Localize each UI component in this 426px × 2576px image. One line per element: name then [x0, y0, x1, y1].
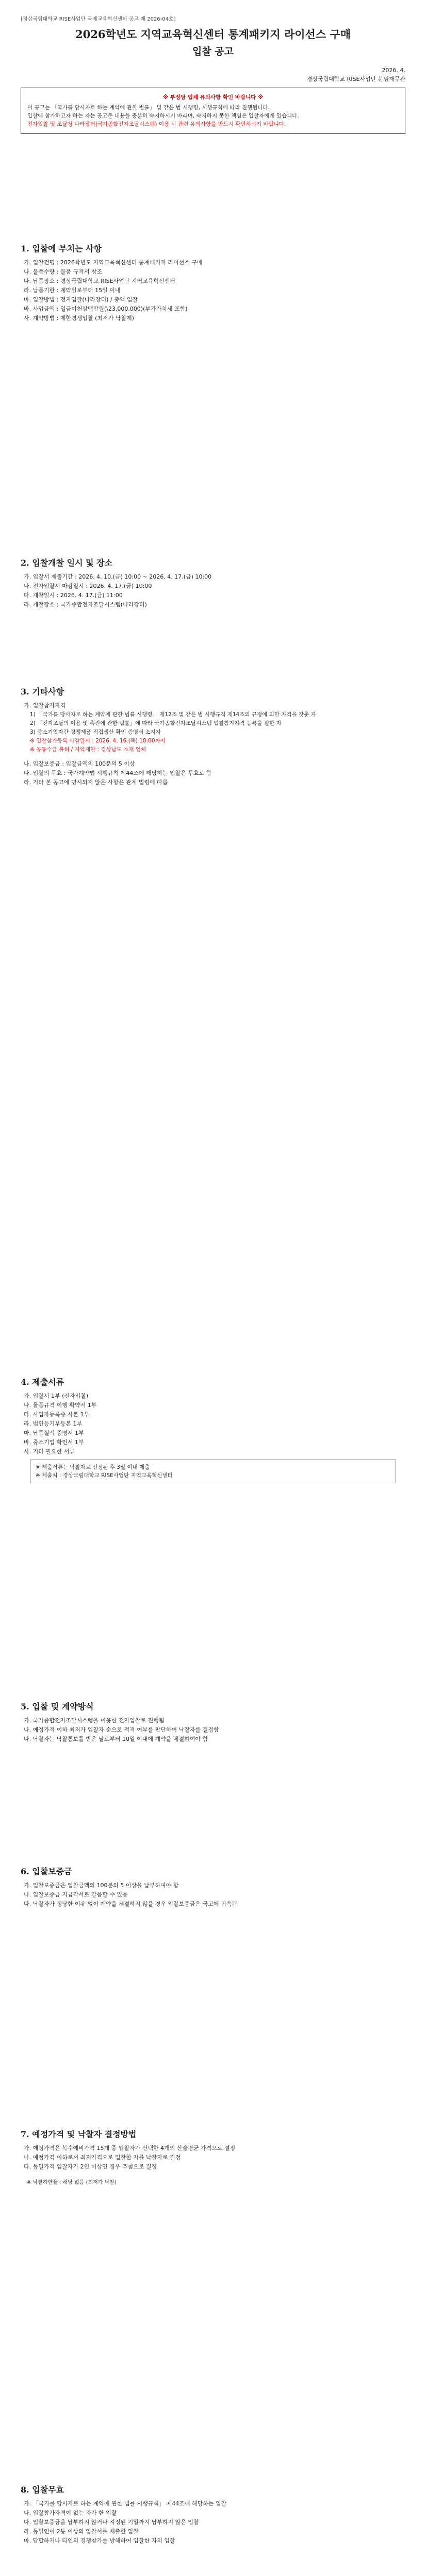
red-note: ※ 공동수급 불허 / 지역제한 : 경상남도 소재 업체	[30, 747, 146, 753]
list-item: 마. 납품실적 증명서 1부	[24, 1430, 84, 1436]
list-item: 라. 개찰장소 : 국가종합전자조달시스템(나라장터)	[24, 601, 147, 608]
box-line: ※ 제출처 : 경상국립대학교 RISE사업단 지역교육혁신센터	[36, 1472, 173, 1479]
list-item: 라. 납품기한 : 계약일로부터 15일 이내	[24, 287, 121, 294]
issuer-name: 경상국립대학교 RISE사업단 분임재무관	[306, 76, 405, 82]
list-item: 가. 예정가격은 복수예비가격 15개 중 입찰자가 선택한 4개의 산술평균 가격으로 결정	[24, 2145, 236, 2151]
section-title: 5. 입찰 및 계약방식	[21, 1702, 94, 1711]
list-item: 라. 법인등기부등본 1부	[24, 1420, 83, 1427]
section-title: 8. 입찰무효	[21, 2485, 64, 2495]
list-item: 나. 물품규격 이행 확약서 1부	[24, 1402, 97, 1409]
list-item: 다. 납품장소 : 경상국립대학교 RISE사업단 지역교육혁신센터	[24, 278, 175, 284]
section-title: 6. 입찰보증금	[21, 1867, 72, 1876]
box-line: ※ 제출서류는 낙찰자로 선정된 후 3일 이내 제출	[36, 1464, 150, 1470]
list-item: 가. 「국가를 당사자로 하는 계약에 관한 법률 시행규칙」 제44조에 해당하는 입찰	[24, 2500, 227, 2507]
section-invalid-bids	[21, 2483, 405, 2546]
list-item: 바. 사업금액 : 일금이천삼백만원(\23,000,000)(부가가치세 포함)	[24, 306, 188, 312]
list-item: 가. 입찰서 제출기간 : 2026. 4. 10.(금) 10:00 ~ 2026. 4. 17.(금) 10:00	[24, 573, 212, 580]
section-bid-schedule	[21, 556, 405, 609]
list-item: 다. 낙찰자가 정당한 이유 없이 계약을 체결하지 않을 경우 입찰보증금은 국고에 귀속됨	[24, 1901, 237, 1907]
price-note: ※ 낙찰하한율 : 해당 없음 (최저가 낙찰)	[27, 2180, 117, 2185]
document-subtitle: 입찰 공고	[192, 46, 234, 57]
section-title: 4. 제출서류	[21, 1377, 64, 1387]
list-item: 가. 입찰서 1부 (전자입찰)	[24, 1393, 89, 1399]
list-item: 가. 입찰건명 : 2026학년도 지역교육혁신센터 통계패키지 라이선스 구매	[24, 259, 203, 266]
list-item: 나. 예정가격 이하 최저가 입찰자 순으로 적격 여부를 판단하여 낙찰자를 결정함	[24, 1726, 219, 1733]
list-item: 다. 동일가격 입찰자가 2인 이상인 경우 추첨으로 결정	[24, 2163, 157, 2170]
list-item: 나. 입찰참가자격이 없는 자가 한 입찰	[24, 2510, 117, 2516]
list-item: 나. 예정가격 이하로서 최저가격으로 입찰한 자를 낙찰자로 결정	[24, 2154, 181, 2161]
list-item: 나. 입찰보증금 : 입찰금액의 100분의 5 이상	[24, 760, 135, 767]
notice-line: 전자입찰 및 조달청 나라장터(국가종합전자조달시스템) 이용 시 관련 유의사항을 반드시 확인하시기 바랍니다.	[27, 121, 286, 127]
notice-line: 이 공고는 「국가를 당사자로 하는 계약에 관한 법률」 및 같은 법 시행령, 시행규칙에 따라 진행됩니다.	[27, 105, 270, 111]
list-item: 가. 입찰참가자격	[24, 702, 66, 709]
red-note: ※ 입찰참가등록 마감일시 : 2026. 4. 16.(목) 18:00까지	[30, 738, 166, 744]
list-item: 라. 동일인이 2통 이상의 입찰서를 제출한 입찰	[24, 2528, 139, 2535]
list-item: 나. 입찰보증금 지급각서로 갈음할 수 있음	[24, 1891, 128, 1898]
list-item: 마. 담합하거나 타인의 경쟁참가를 방해하여 입찰한 자의 입찰	[24, 2537, 175, 2544]
list-item: 다. 입찰의 무효 : 국가계약법 시행규칙 제44조에 해당하는 입찰은 무효로 함	[24, 770, 212, 776]
section-title: 7. 예정가격 및 낙찰자 결정방법	[21, 2129, 137, 2139]
list-item: 2) 「전자조달의 이용 및 촉진에 관한 법률」에 따라 국가종합전자조달시스템 입찰참가자격 등록을 필한 자	[30, 720, 282, 726]
notice-box	[21, 88, 405, 134]
list-item: 사. 기타 필요한 서류	[24, 1448, 75, 1455]
section-deposit	[21, 1865, 405, 1909]
list-item: 1) 「국가를 당사자로 하는 계약에 관한 법률 시행령」 제12조 및 같은 법 시행규칙 제14조의 규정에 의한 자격을 갖춘 자	[30, 711, 316, 718]
notice-line: 입찰에 참가하고자 하는 자는 공고문 내용을 충분히 숙지하시기 바라며, 숙지하지 못한 책임은 입찰자에게 있습니다.	[27, 113, 299, 119]
list-item: 나. 전자입찰서 마감일시 : 2026. 4. 17.(금) 10:00	[24, 583, 152, 589]
list-item: 마. 입찰방법 : 전자입찰(나라장터) / 총액 입찰	[24, 296, 138, 303]
announcement-number: [경상국립대학교 RISE사업단 국제교육혁신센터 공고 제 2026-04호]	[21, 16, 176, 22]
section-title: 2. 입찰개찰 일시 및 장소	[21, 558, 113, 568]
list-item: 라. 기타 본 공고에 명시되지 않은 사항은 관계 법령에 따름	[24, 779, 168, 786]
issue-date: 2026. 4.	[382, 67, 405, 74]
list-item: 다. 입찰보증금을 납부하지 않거나 지정된 기일까지 납부하지 않은 입찰	[24, 2519, 199, 2526]
notice-heading: ※ 부정당 업체 유의사항 확인 바랍니다 ※	[162, 94, 264, 100]
section-documents	[21, 1376, 405, 1486]
section-title: 1. 입찰에 부치는 사항	[21, 244, 102, 253]
documents-note-box	[30, 1460, 396, 1483]
section-price-decision	[21, 2128, 405, 2187]
list-item: 다. 낙찰자는 낙찰통보를 받은 날로부터 10일 이내에 계약을 체결하여야 함	[24, 1736, 208, 1742]
issue-meta	[21, 66, 405, 83]
list-item: 다. 개찰일시 : 2026. 4. 17.(금) 11:00	[24, 592, 123, 599]
list-item: 바. 중소기업 확인서 1부	[24, 1439, 84, 1446]
document-title: 2026학년도 지역교육혁신센터 통계패키지 라이선스 구매	[75, 28, 351, 41]
list-item: 사. 계약방법 : 제한경쟁입찰 (최저가 낙찰제)	[24, 315, 134, 321]
list-item: 다. 사업자등록증 사본 1부	[24, 1411, 90, 1418]
section-contract-method	[21, 1700, 405, 1744]
list-item: 3) 중소기업자간 경쟁제품 직접생산 확인 증명서 소지자	[30, 729, 161, 735]
section-bid-items	[21, 242, 405, 323]
list-item: 나. 물품수량 : 물품 규격서 참조	[24, 268, 103, 275]
list-item: 가. 입찰보증금은 입찰금액의 100분의 5 이상을 납부하여야 함	[24, 1882, 179, 1889]
section-title: 3. 기타사항	[21, 687, 64, 697]
list-item: 가. 국가종합전자조달시스템을 이용한 전자입찰로 진행됨	[24, 1717, 165, 1724]
section-other	[21, 685, 405, 787]
